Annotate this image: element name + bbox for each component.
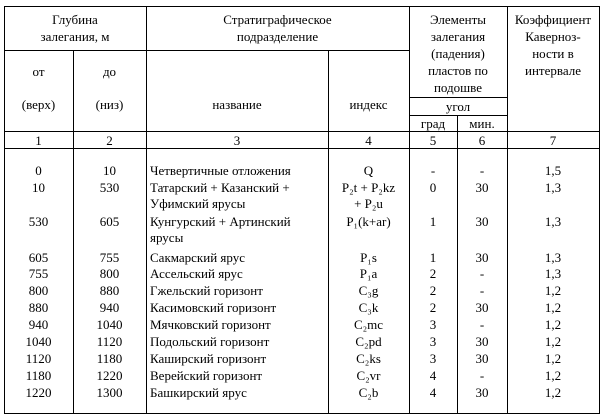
- rule-top: [4, 6, 599, 7]
- cell-deg: 0: [429, 180, 437, 195]
- cell-coef: 1,2: [544, 283, 562, 298]
- header-deg: град: [420, 116, 446, 131]
- colnum-3: 3: [233, 133, 241, 148]
- cell-name: Татарский + Казанский +: [150, 180, 290, 195]
- rule-body-col5-6: [457, 148, 458, 414]
- cell-coef: 1,2: [544, 334, 562, 349]
- cell-to: 530: [99, 180, 120, 195]
- cell-index: Q: [363, 163, 374, 178]
- cell-from: 1040: [25, 334, 52, 349]
- header-coef-4: интервале: [525, 63, 581, 78]
- cell-deg: 3: [429, 351, 437, 366]
- cell-from: 1220: [25, 385, 52, 400]
- cell-to: 1120: [96, 334, 123, 349]
- cell-coef: 1,2: [544, 351, 562, 366]
- cell-index: C₃k: [358, 300, 379, 315]
- cell-to: 1040: [96, 317, 123, 332]
- rule-body-col6-7: [507, 148, 508, 414]
- cell-name: Касимовский горизонт: [150, 300, 277, 315]
- rule-bottom: [4, 413, 599, 414]
- cell-from: 10: [32, 180, 45, 195]
- cell-min: -: [479, 283, 485, 298]
- cell-deg: 3: [429, 334, 437, 349]
- cell-index: P₂t + P₂kz: [341, 180, 396, 195]
- colnum-2: 2: [106, 133, 113, 148]
- cell-index: C₂pd: [355, 334, 382, 349]
- cell-to: 755: [99, 250, 120, 265]
- cell-deg: 3: [429, 317, 437, 332]
- header-name: название: [212, 97, 262, 112]
- header-strat-2: подразделение: [236, 29, 319, 44]
- header-min: мин.: [469, 116, 495, 131]
- header-coef-1: Коэффициент: [514, 12, 592, 27]
- rule-colnums-bottom: [4, 148, 599, 149]
- cell-to: 605: [99, 214, 120, 229]
- rule-col2-3: [146, 6, 147, 149]
- cell-from: 0: [35, 163, 42, 178]
- colnum-4: 4: [365, 133, 372, 148]
- header-elements-3: (падения): [431, 46, 485, 61]
- cell-name: Кунгурский + Артинский: [150, 214, 291, 229]
- cell-from: 530: [28, 214, 49, 229]
- cell-from: 940: [28, 317, 49, 332]
- cell-min: 30: [475, 250, 489, 265]
- cell-index: C₂b: [358, 385, 379, 400]
- header-depth-1: Глубина: [52, 12, 98, 27]
- cell-name: Верейский горизонт: [150, 368, 263, 383]
- cell-coef: 1,3: [544, 180, 562, 195]
- header-top: (верх): [21, 97, 56, 112]
- header-bottom: (низ): [95, 97, 124, 112]
- cell-index: + P₂u: [354, 196, 383, 211]
- cell-coef: 1,2: [544, 368, 562, 383]
- cell-to: 10: [103, 163, 116, 178]
- cell-min: -: [479, 266, 485, 281]
- cell-min: -: [479, 317, 485, 332]
- cell-from: 880: [28, 300, 49, 315]
- cell-index: P₁a: [359, 266, 378, 281]
- cell-deg: 2: [429, 266, 437, 281]
- colnum-1: 1: [35, 133, 42, 148]
- cell-index: C₃g: [358, 283, 379, 298]
- cell-name: Уфимский ярусы: [150, 196, 246, 211]
- cell-min: 30: [475, 300, 489, 315]
- cell-coef: 1,3: [544, 214, 562, 229]
- cell-index: C₂ks: [356, 351, 381, 366]
- rule-body-col1-2: [73, 148, 74, 414]
- cell-index: P₁s: [360, 250, 377, 265]
- cell-to: 940: [99, 300, 120, 315]
- cell-index: C₂mc: [353, 317, 384, 332]
- rule-header-bottom: [4, 131, 599, 132]
- cell-from: 800: [28, 283, 49, 298]
- cell-name: Сакмарский ярус: [150, 250, 245, 265]
- cell-to: 880: [99, 283, 120, 298]
- cell-coef: 1,2: [544, 300, 562, 315]
- cell-coef: 1,5: [544, 163, 562, 178]
- header-angle: угол: [445, 99, 471, 114]
- rule-under-elements: [409, 97, 507, 98]
- colnum-6: 6: [478, 133, 486, 148]
- header-index: индекс: [349, 97, 388, 112]
- rule-body-left: [4, 148, 5, 414]
- cell-deg: 2: [429, 283, 437, 298]
- header-depth-2: залегания, м: [40, 29, 110, 44]
- cell-name: Гжельский горизонт: [150, 283, 263, 298]
- cell-deg: 1: [429, 250, 437, 265]
- cell-index: P₁(k+ar): [346, 214, 391, 229]
- cell-deg: -: [430, 163, 436, 178]
- cell-min: 30: [475, 214, 489, 229]
- cell-name: Подольский горизонт: [150, 334, 270, 349]
- header-to: до: [102, 64, 117, 79]
- cell-deg: 4: [429, 385, 437, 400]
- rule-under-depth: [4, 50, 146, 51]
- cell-deg: 2: [429, 300, 437, 315]
- cell-to: 1300: [96, 385, 123, 400]
- header-elements-4: пластов по: [428, 63, 488, 78]
- header-elements-5: подошве: [433, 80, 483, 95]
- cell-name: ярусы: [150, 230, 184, 245]
- cell-to: 800: [99, 266, 120, 281]
- cell-to: 1220: [96, 368, 123, 383]
- rule-body-col2-3: [146, 148, 147, 414]
- rule-body-col4-5: [409, 148, 410, 414]
- header-strat-1: Стратиграфическое: [223, 12, 332, 27]
- cell-name: Башкирский ярус: [150, 385, 247, 400]
- rule-right: [599, 6, 600, 149]
- cell-min: 30: [475, 385, 489, 400]
- colnum-5: 5: [429, 133, 437, 148]
- cell-min: 30: [475, 351, 489, 366]
- cell-to: 1180: [96, 351, 123, 366]
- cell-min: -: [479, 368, 485, 383]
- cell-index: C₂vr: [356, 368, 381, 383]
- cell-min: 30: [475, 180, 489, 195]
- header-elements-1: Элементы: [429, 12, 487, 27]
- cell-min: -: [479, 163, 485, 178]
- cell-name: Ассельский ярус: [150, 266, 243, 281]
- cell-name: Четвертичные отложения: [150, 163, 291, 178]
- cell-deg: 4: [429, 368, 437, 383]
- rule-body-right: [599, 148, 600, 414]
- cell-coef: 1,2: [544, 317, 562, 332]
- cell-coef: 1,3: [544, 250, 562, 265]
- cell-from: 755: [28, 266, 49, 281]
- rule-body-col3-4: [328, 148, 329, 414]
- cell-from: 605: [28, 250, 49, 265]
- header-elements-2: залегания: [430, 29, 486, 44]
- header-from: от: [32, 64, 45, 79]
- cell-min: 30: [475, 334, 489, 349]
- cell-name: Мячковский горизонт: [150, 317, 271, 332]
- cell-coef: 1,2: [544, 385, 562, 400]
- header-coef-2: Каверноз-: [525, 29, 581, 44]
- colnum-7: 7: [549, 133, 557, 148]
- header-coef-3: ности в: [532, 46, 574, 61]
- cell-from: 1180: [25, 368, 52, 383]
- rule-under-strat: [146, 50, 409, 51]
- cell-from: 1120: [25, 351, 52, 366]
- cell-deg: 1: [429, 214, 437, 229]
- cell-coef: 1,3: [544, 266, 562, 281]
- cell-name: Каширский горизонт: [150, 351, 267, 366]
